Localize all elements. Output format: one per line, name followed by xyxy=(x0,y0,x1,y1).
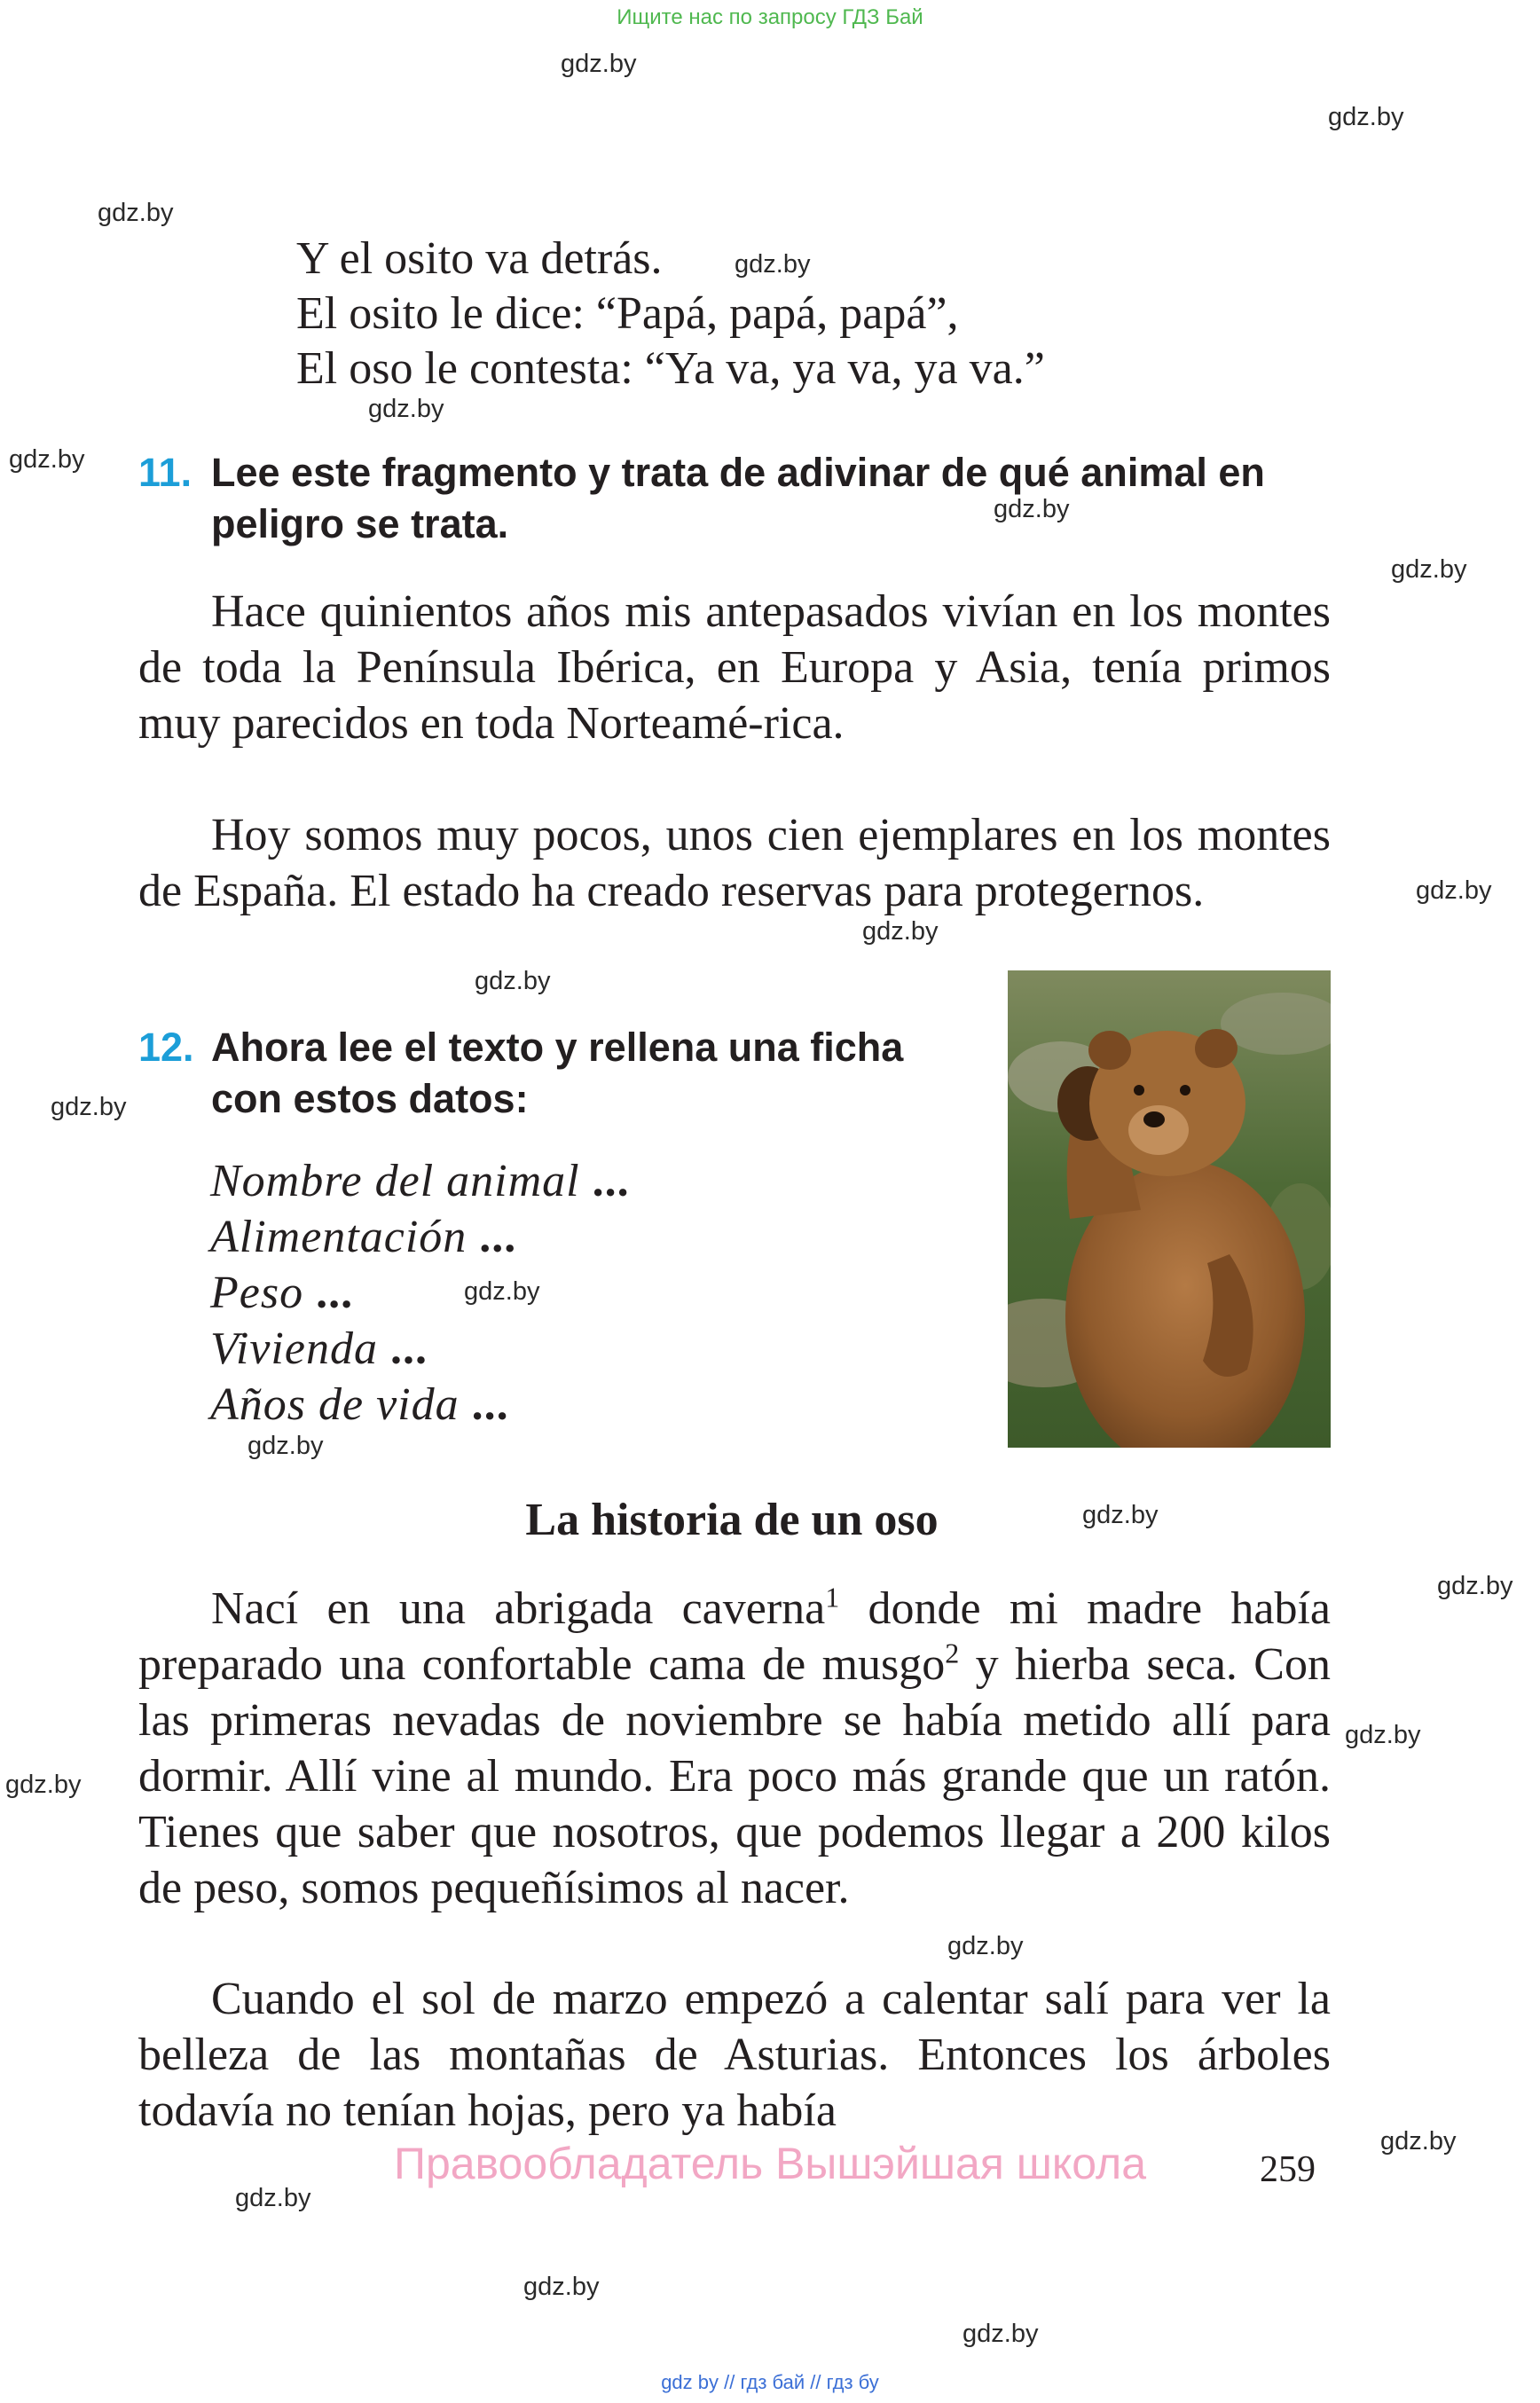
watermark: gdz.by xyxy=(735,250,811,279)
footnote-marker: 1 xyxy=(825,1581,840,1614)
task-instruction: Lee este fragmento y trata de adivinar de qué animal en peligro se trata. xyxy=(211,450,1265,546)
bear-photo xyxy=(1008,970,1331,1448)
watermark: gdz.by xyxy=(5,1771,82,1799)
field-label: Peso xyxy=(210,1268,304,1318)
fragment-paragraph: Hace quinientos años mis antepasados vivían en los montes de toda la Península Ibérica, en Europa y Asia, tenía primos muy parecidos en toda Norteamé-rica. xyxy=(138,586,1331,749)
fragment-paragraph: Hoy somos muy pocos, unos cien ejemplares en los montes de España. El estado ha creado reservas para protegernos. xyxy=(138,810,1331,916)
story-text: donde mi madre había preparado una confortable cama de musgo xyxy=(138,1583,1331,1690)
watermark: gdz.by xyxy=(1437,1572,1513,1600)
watermark: gdz.by xyxy=(51,1093,127,1121)
story-paragraph: Cuando el sol de marzo empezó a calentar salí para ver la belleza de las montañas de Asturias. Entonces los árboles todavía no tenían hojas, pero ya había xyxy=(138,1974,1331,2136)
poem-line: El osito le dice: “Papá, papá, papá”, xyxy=(296,288,959,339)
watermark: gdz.by xyxy=(962,2320,1039,2348)
field-item xyxy=(210,1323,428,1375)
watermark: gdz.by xyxy=(1380,2127,1457,2156)
field-dots: ... xyxy=(592,1156,630,1206)
task-12 xyxy=(138,1022,1008,1125)
watermark: gdz.by xyxy=(1345,1721,1421,1749)
watermark: gdz.by xyxy=(947,1932,1024,1960)
watermark: gdz.by xyxy=(1416,876,1492,905)
story-title: La historia de un oso xyxy=(525,1495,939,1545)
task-number: 11. xyxy=(138,450,192,495)
field-dots: ... xyxy=(389,1323,428,1374)
field-dots: ... xyxy=(471,1379,509,1430)
field-item xyxy=(210,1211,516,1263)
field-item xyxy=(210,1155,630,1207)
page-number: 259 xyxy=(1260,2149,1316,2190)
field-label: Años de vida xyxy=(210,1379,460,1430)
watermark: gdz.by xyxy=(1082,1501,1159,1529)
watermark: gdz.by xyxy=(368,395,444,423)
field-label: Alimentación xyxy=(210,1212,468,1262)
footnote-marker: 2 xyxy=(945,1637,960,1669)
watermark: gdz.by xyxy=(9,445,85,474)
watermark: gdz.by xyxy=(235,2184,311,2212)
watermark: gdz.by xyxy=(475,967,551,995)
watermark: gdz.by xyxy=(994,495,1070,523)
field-label: Nombre del animal xyxy=(210,1156,580,1206)
task-11 xyxy=(138,447,1331,550)
copyright-notice: Правообладатель Вышэйшая школа xyxy=(394,2139,1146,2188)
story-text: Nací en una abrigada caverna xyxy=(211,1583,826,1634)
field-item xyxy=(210,1378,509,1431)
story-text: y hierba seca. Con las primeras nevadas de noviembre se había metido allí para dormir. Allí vine al mundo. Era poco más grande que un ratón. Tienes que saber que nosotros, que podemos llegar a 200 kilos de peso, somos pequeñísimos al nacer. xyxy=(138,1639,1331,1913)
watermark: gdz.by xyxy=(1391,555,1467,584)
field-dots: ... xyxy=(316,1268,354,1318)
field-item xyxy=(210,1267,353,1319)
watermark: gdz.by xyxy=(98,199,174,227)
watermark: gdz.by xyxy=(464,1277,540,1306)
bottom-links[interactable]: gdz by // гдз бай // гдз бу xyxy=(661,2371,879,2393)
watermark: gdz.by xyxy=(523,2273,600,2301)
field-label: Vivienda xyxy=(210,1323,378,1374)
top-banner[interactable]: Ищите нас по запросу ГДЗ Бай xyxy=(617,5,923,29)
story-paragraph xyxy=(138,1581,1331,1916)
task-instruction: Ahora lee el texto y rellena una ficha xyxy=(211,1025,904,1070)
poem-line: El oso le contesta: “Ya va, ya va, ya va.” xyxy=(296,343,1045,394)
field-dots: ... xyxy=(479,1212,517,1262)
watermark: gdz.by xyxy=(862,917,939,946)
task-instruction: con estos datos: xyxy=(211,1076,529,1121)
watermark: gdz.by xyxy=(1328,103,1404,131)
task-number: 12. xyxy=(138,1025,194,1070)
watermark: gdz.by xyxy=(248,1432,324,1460)
poem-line: Y el osito va detrás. xyxy=(296,233,663,284)
watermark: gdz.by xyxy=(561,50,637,78)
